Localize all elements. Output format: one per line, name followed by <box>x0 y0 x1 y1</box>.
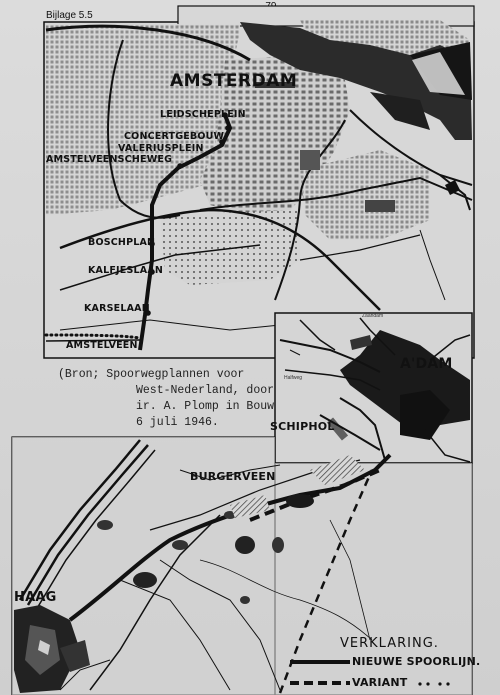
urban-south <box>160 210 300 285</box>
station-label-karselaan: KARSELAAN <box>84 303 150 314</box>
schiphol-label: SCHIPHOL <box>270 420 335 433</box>
caption-line-1: (Bron; Spoorwegplannen voor <box>58 368 245 381</box>
station-label-leidscheplein: LEIDSCHEPLEIN <box>160 109 246 120</box>
burgerveen-label: BURGERVEEN <box>190 470 276 483</box>
caption-line-2: West-Nederland, door <box>136 384 275 397</box>
station-label-boschplan: BOSCHPLAN <box>88 237 156 248</box>
halfweg-label: Halfweg <box>284 375 303 381</box>
caption-line-4: 6 juli 1946. <box>136 416 219 429</box>
station-label-concertgebouw: CONCERTGEBOUW <box>124 131 225 142</box>
station-label-kalfjeslaan: KALFJESLAAN <box>88 265 164 276</box>
legend-item-dashed: VARIANT <box>352 676 408 689</box>
amsterdam-label: AMSTERDAM <box>170 71 298 91</box>
haag-label: HAAG <box>14 590 57 605</box>
appendix-label: Bijlage 5.5 <box>46 10 93 21</box>
caption-line-3: ir. A. Plomp in Bouw <box>136 400 275 413</box>
station-dot <box>177 163 183 169</box>
station-dot <box>225 125 231 131</box>
station-label-amstelveen: AMSTELVEEN <box>66 340 138 351</box>
legend-item-solid: NIEUWE SPOORLIJN. <box>352 655 481 668</box>
adam-label: A'DAM <box>400 356 453 372</box>
zaandam-label: Zaandam <box>362 313 384 319</box>
station-label-valeriusplein: VALERIUSPLEIN <box>118 143 204 154</box>
station-label-amstelveenscheweg: AMSTELVEENSCHEWEG <box>46 154 173 165</box>
legend-title: VERKLARING. <box>340 636 439 651</box>
